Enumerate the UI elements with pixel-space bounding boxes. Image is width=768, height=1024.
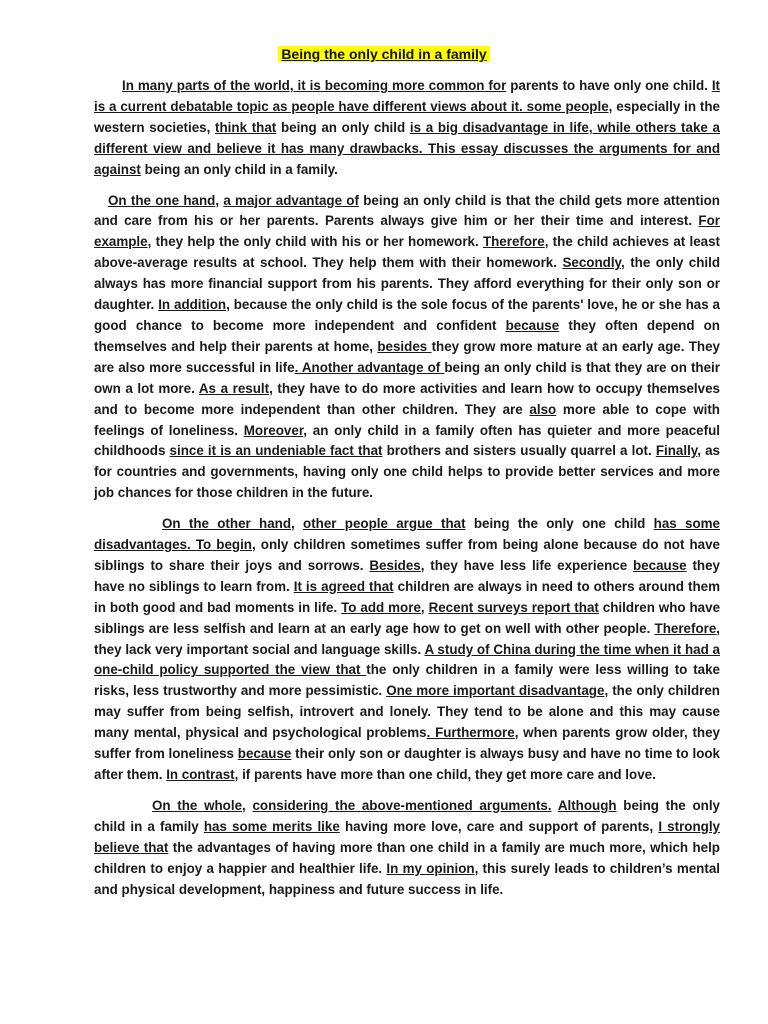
underlined-phrase: think that [215, 119, 277, 135]
underlined-phrase: Therefore [482, 234, 545, 250]
text-run: more able to cope with feelings of loneliness. [94, 401, 720, 438]
underlined-phrase: It is a current debatable topic as people have different views about it. some people, [94, 78, 720, 114]
paragraph-introduction [94, 76, 720, 181]
underlined-phrase: a major advantage of [223, 192, 359, 208]
underlined-phrase: since it is an undeniable fact that [169, 443, 383, 459]
title-text: Being the only child in a family [278, 46, 489, 62]
text-run: , if parents have more than one child, they get more care and love. [234, 767, 656, 782]
text-run: the only children in a family were less willing to take risks, less trustworthy and more pessimistic. [94, 662, 720, 699]
underlined-phrase: because [633, 557, 687, 573]
document-title [48, 44, 720, 64]
text-run: they lack very important social and language skills. [94, 641, 425, 657]
text-run: , the only child always has more financial support from his parents. They afford everything for their only son or daughter. [94, 255, 720, 313]
text-run: their only son or daughter is always busy and have no time to look after them. [94, 746, 721, 782]
underlined-phrase: On the one hand [108, 192, 216, 208]
text-run: being an only child [276, 119, 410, 135]
text-run: because the only child is the sole focus of the parents' love, he or she has a good chance to become more independent and confident [94, 297, 721, 333]
underlined-phrase: To add more, [341, 599, 425, 615]
underlined-phrase: Although [557, 797, 617, 813]
text-run: being the only child in a family [94, 797, 720, 834]
underlined-phrase: has some merits like [203, 818, 340, 834]
text-run: being an only child in a family. [140, 161, 338, 177]
text-run: they have no siblings to learn from. [94, 557, 720, 594]
text-run: especially in the western societies, [94, 98, 720, 135]
text-run: parents to have only one child. [506, 78, 712, 93]
text-run: , they help the only child with his or her homework. [147, 234, 483, 250]
text-run: they have to do more activities and learn how to occupy themselves and to become more independent than other children. They are [94, 380, 720, 417]
paragraph-conclusion [94, 796, 720, 901]
underlined-phrase: because [505, 317, 560, 333]
text-run: they grow more mature at an early age. They are also more successful in life [94, 338, 720, 375]
text-run: , [242, 797, 253, 813]
underlined-phrase: Secondly [562, 255, 621, 271]
underlined-phrase: Finally [655, 443, 698, 459]
text-run: brothers and sisters usually quarrel a lot. [382, 443, 656, 459]
text-run: , as for countries and governments, having only one child helps to provide better services and more job chances for those children in the future. [94, 443, 720, 501]
underlined-phrase: besides [377, 338, 432, 354]
underlined-phrase: A study of China during the time when it had a one-child policy supported the view that [94, 641, 720, 678]
text-run: being the only one child [465, 516, 654, 532]
text-run: being an only child is that they are on their own a lot more. [94, 359, 720, 396]
text-run: , when parents grow older, they suffer from loneliness [94, 725, 720, 762]
underlined-phrase: I strongly believe that [94, 818, 721, 855]
underlined-phrase: considering the above-mentioned arguments. [252, 797, 552, 813]
underlined-phrase: . Another advantage of [294, 359, 445, 375]
paragraph-disadvantages [94, 514, 720, 786]
text-run: the advantages of having more than one child in a family are much more, which help children to enjoy a happier and healthier life. [94, 839, 720, 876]
underlined-phrase: In addition, [158, 297, 230, 313]
underlined-phrase: Therefore, [654, 620, 720, 636]
underlined-phrase: has some disadvantages. To begin [94, 516, 720, 553]
underlined-phrase: other people argue that [303, 516, 466, 532]
text-run: being an only child is that the child gets more attention and care from his or her parents. Parents always give him or her their time and interest. [94, 192, 720, 229]
text-run: , this surely leads to children’s mental and physical development, happiness and future success in life. [94, 860, 720, 897]
underlined-phrase: One more important disadvantage [386, 683, 605, 699]
text-run: , an only child in a family often has quieter and more peaceful childhoods [94, 422, 720, 459]
underlined-phrase: For example [94, 213, 720, 250]
text-run: , the child achieves at least above-average results at school. They help them with their homework. [94, 234, 720, 271]
text-run: , only children sometimes suffer from being alone because do not have siblings to share their joys and sorrows. [94, 537, 720, 573]
underlined-phrase: is a big disadvantage in life, while others take a different view and believe it has many drawbacks. This essay discusses the arguments for and against [94, 119, 720, 177]
underlined-phrase: In contrast [166, 767, 235, 782]
underlined-phrase: In many parts of the world, it is becoming more common for [122, 78, 507, 93]
paragraph-advantages [94, 191, 720, 505]
text-run: , they have less life experience [420, 557, 633, 573]
underlined-phrase: Besides [369, 557, 421, 573]
underlined-phrase: also [529, 401, 557, 417]
text-run: , [291, 516, 304, 532]
text-run: , [215, 192, 224, 208]
underlined-phrase: because [237, 746, 292, 762]
underlined-phrase: . Furthermore [426, 725, 515, 741]
text-run: , the only children may suffer from being selfish, introvert and lonely. They tend to be alone and this may cause many mental, physical and psychological problems [94, 683, 720, 741]
underlined-phrase: As a result, [198, 380, 273, 396]
underlined-phrase: On the other hand [162, 516, 292, 532]
underlined-phrase: In my opinion [386, 860, 475, 876]
text-run: they often depend on themselves and help their parents at home, [94, 317, 720, 354]
text-run: having more love, care and support of parents, [339, 818, 659, 834]
underlined-phrase: On the whole [152, 797, 243, 813]
underlined-phrase: It is agreed that [293, 578, 394, 594]
underlined-phrase: Moreover [243, 422, 304, 438]
underlined-phrase: Recent surveys report that [428, 599, 599, 615]
text-run: children are always in need to others around them in both good and bad moments in life. [94, 578, 721, 615]
text-run: children who have siblings are less selfish and learn at an early age how to get on well with other people. [94, 599, 721, 636]
